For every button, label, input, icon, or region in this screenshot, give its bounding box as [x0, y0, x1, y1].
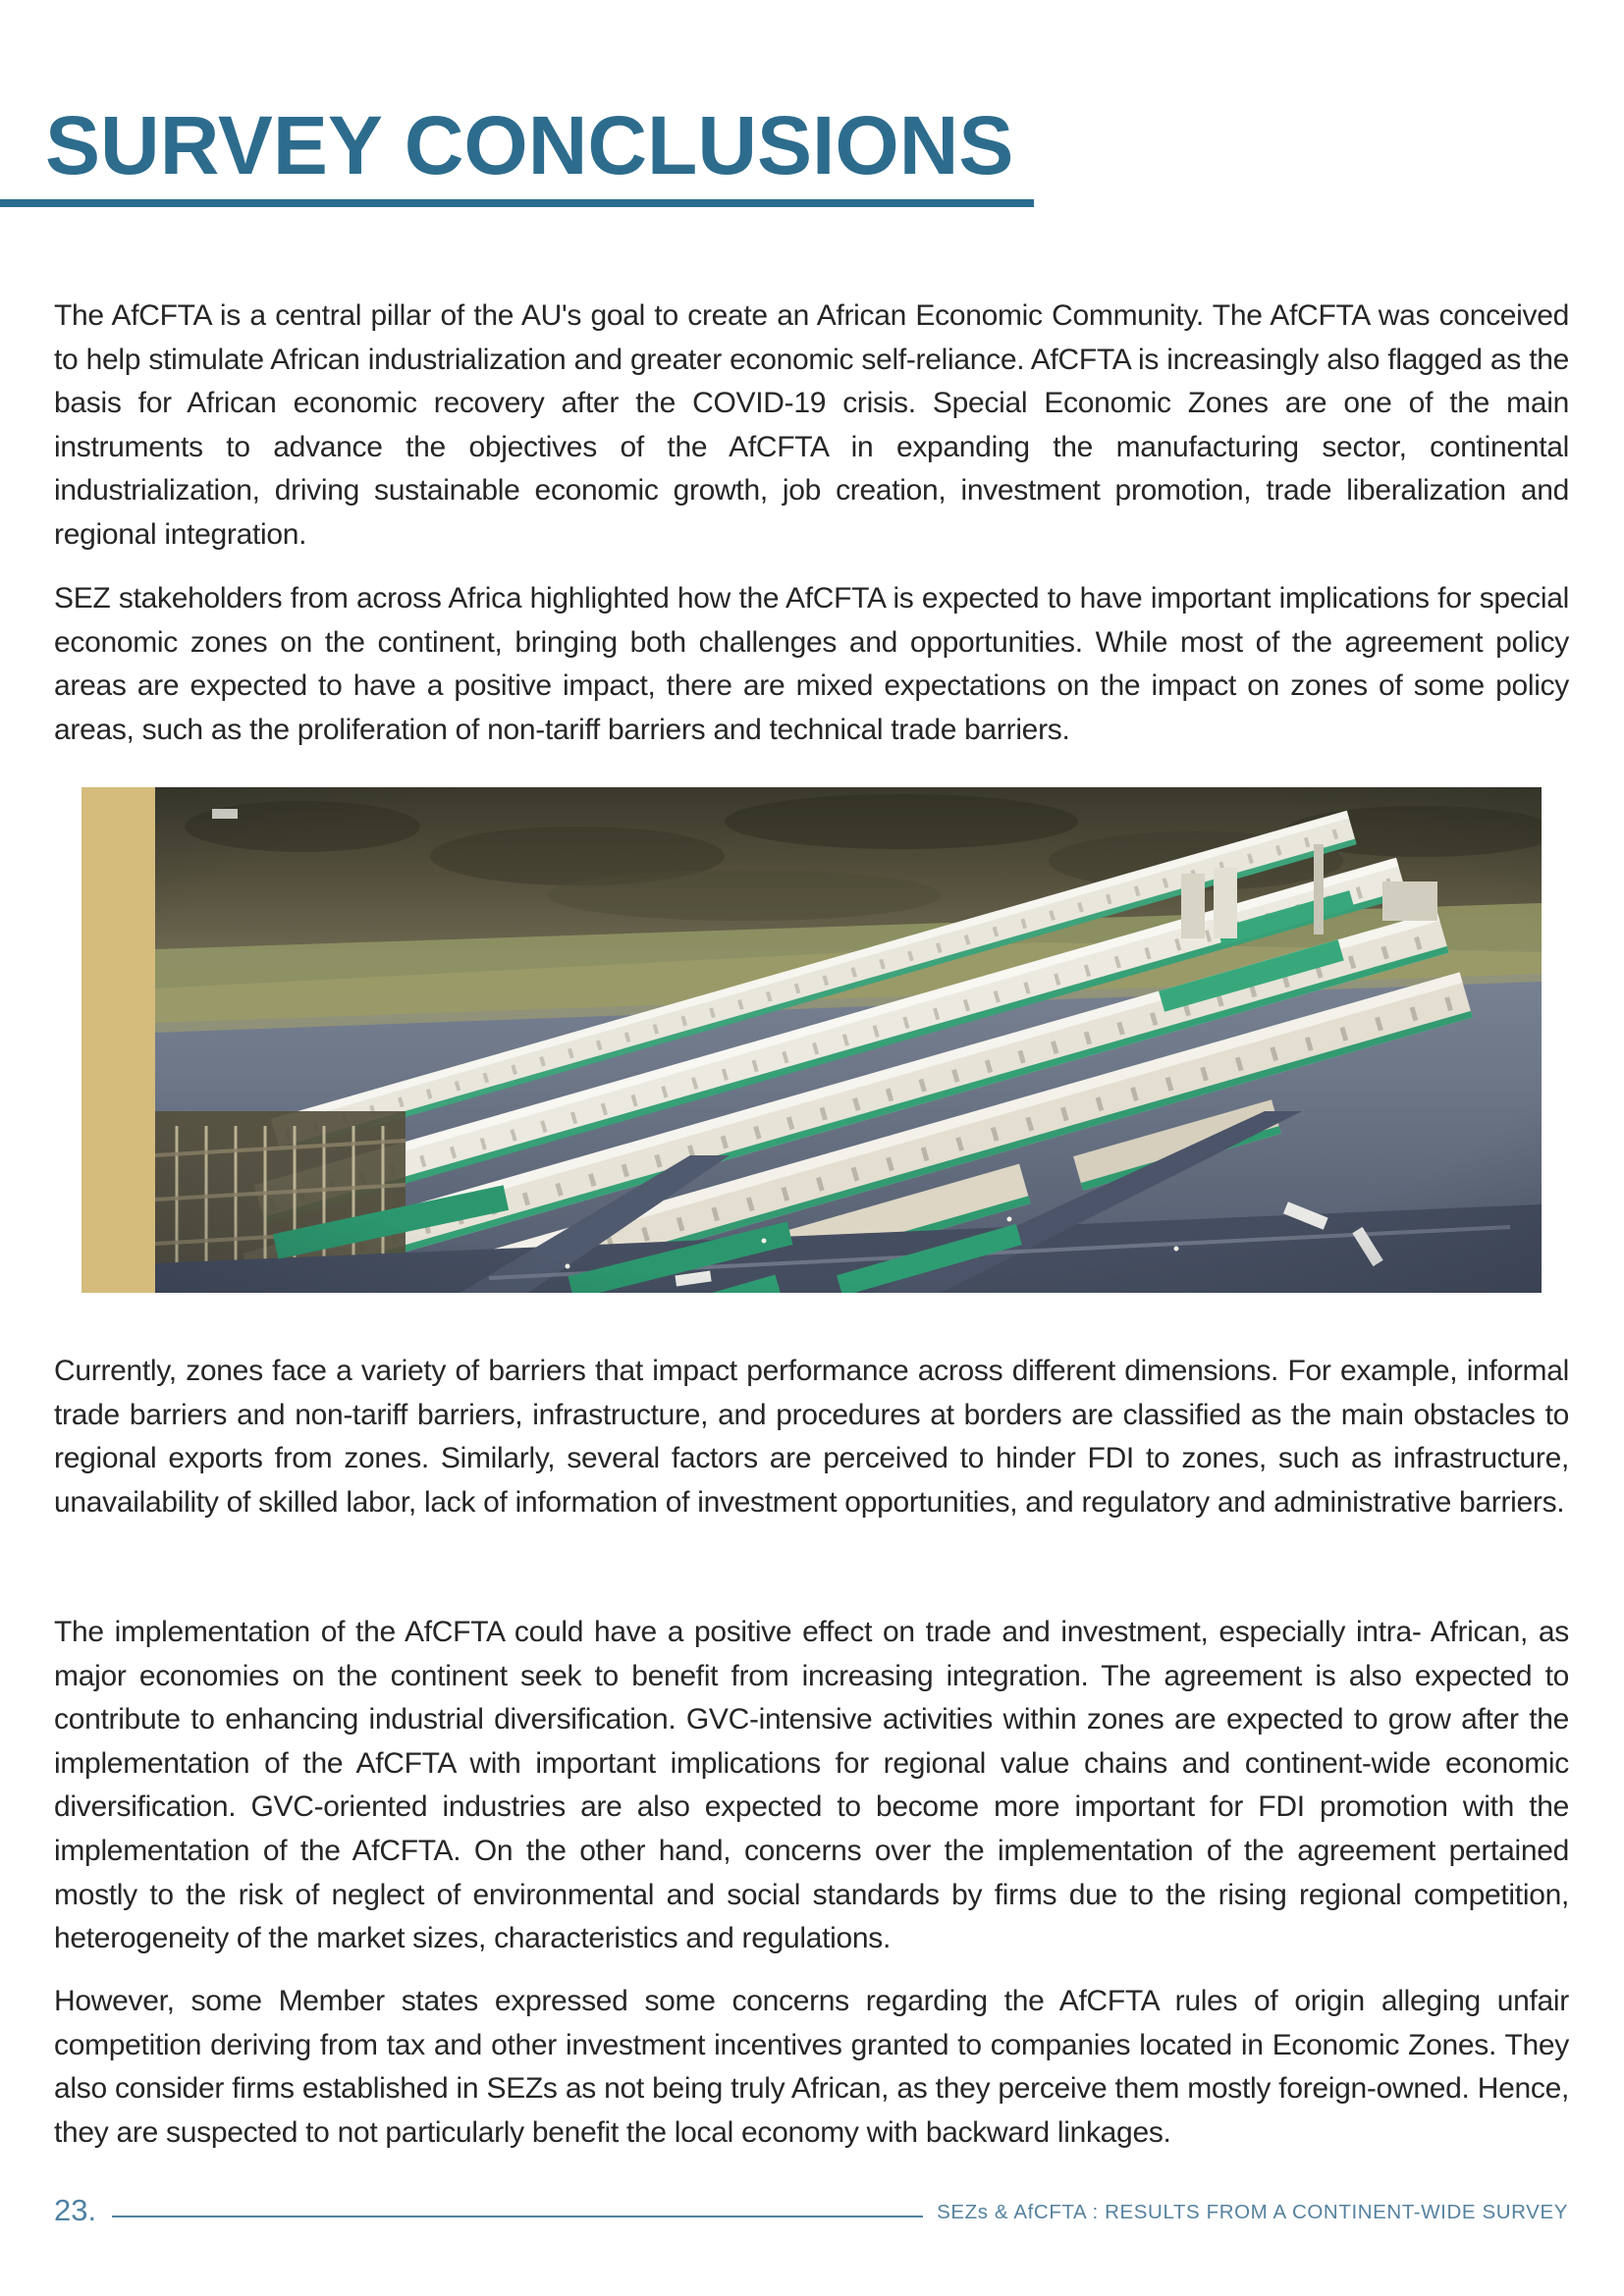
title-underline	[0, 199, 1034, 207]
footer-title: SEZs & AfCFTA : RESULTS FROM A CONTINENT-WIDE SURVEY	[937, 2201, 1568, 2224]
figure-accent-band	[81, 787, 155, 1293]
page-number: 23.	[54, 2193, 97, 2227]
paragraph-zone-barriers: Currently, zones face a variety of barriers that impact performance across different dimensions. For example, informal trade barriers and non-tariff barriers, infrastructure, and procedures at borders are classified as the main obstacles to regional exports from zones. Similarly, several factors are perceived to hinder FDI to zones, such as infrastructure, unavailability of skilled labor, lack of information of investment opportunities, and regulatory and administrative barriers.	[54, 1355, 1569, 1519]
footer-line	[112, 2216, 923, 2217]
paragraph-afcfta-implementation: The implementation of the AfCFTA could have a positive effect on trade and investment, especially intra- African, as major economies on the continent seek to benefit from increasing integration. The agreement is also expected to contribute to enhancing industrial diversification. GVC-intensive activities within zones are expected to grow after the implementation of the AfCFTA with important implications for regional value chains and continent-wide economic diversification. GVC-oriented industries are also expected to become more important for FDI promotion with the implementation of the AfCFTA. On the other hand, concerns over the implementation of the agreement pertained mostly to the risk of neglect of environmental and social standards by firms due to the rising regional competition, heterogeneity of the market sizes, characteristics and regulations.	[54, 1616, 1569, 1955]
industrial-zone-aerial-photo	[155, 787, 1542, 1293]
sez-aerial-figure	[81, 787, 1542, 1293]
paragraph-member-states-concerns: However, some Member states expressed some concerns regarding the AfCFTA rules of origin alleging unfair competition deriving from tax and other investment incentives granted to companies located in Economic Zones. They also consider firms established in SEZs as not being truly African, as they perceive them mostly foreign-owned. Hence, they are suspected to not particularly benefit the local economy with backward linkages.	[54, 1985, 1569, 2149]
page-title: SURVEY CONCLUSIONS	[45, 99, 1014, 191]
paragraph-sez-stakeholders: SEZ stakeholders from across Africa highlighted how the AfCFTA is expected to have important implications for special economic zones on the continent, bringing both challenges and opportunities. While most of the agreement policy areas are expected to have a positive impact, there are mixed expectations on the impact on zones of some policy areas, such as the proliferation of non-tariff barriers and technical trade barriers.	[54, 582, 1569, 746]
paragraph-afcfta-pillar: The AfCFTA is a central pillar of the AU's goal to create an African Economic Community. The AfCFTA was conceived to help stimulate African industrialization and greater economic self-reliance. AfCFTA is increasingly also flagged as the basis for African economic recovery after the COVID-19 crisis. Special Economic Zones are one of the main instruments to advance the objectives of the AfCFTA in expanding the manufacturing sector, continental industrialization, driving sustainable economic growth, job creation, investment promotion, trade liberalization and regional integration.	[54, 299, 1569, 551]
page-footer	[54, 2195, 1568, 2225]
